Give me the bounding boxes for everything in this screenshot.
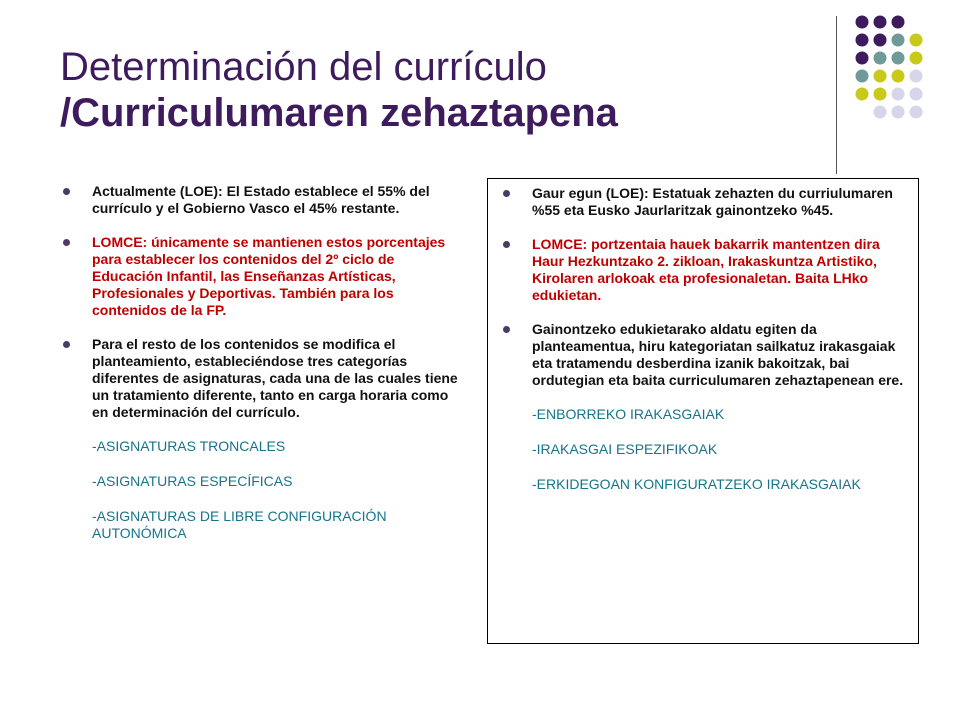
decorative-dot bbox=[874, 70, 887, 83]
decorative-dot bbox=[910, 70, 923, 83]
right-bullet-loe-text: Gaur egun (LOE): Estatuak zehazten du curriulumaren %55 eta Eusko Jaurlaritzak gainontzeko %45. bbox=[532, 185, 893, 218]
left-bullet-resto bbox=[60, 336, 466, 421]
right-bullet-lomce bbox=[500, 236, 910, 304]
decorative-dot bbox=[910, 52, 923, 65]
title-line-2: /Curriculumaren zehaztapena bbox=[60, 91, 618, 135]
decorative-dot bbox=[892, 88, 905, 101]
decorative-dot bbox=[856, 34, 869, 47]
title-line-1: Determinación del currículo bbox=[60, 45, 547, 89]
right-bullet-gainontzeko bbox=[500, 321, 910, 389]
decorative-dot bbox=[910, 106, 923, 119]
decorative-dot bbox=[856, 88, 869, 101]
decorative-dot bbox=[910, 34, 923, 47]
decorative-dot bbox=[892, 106, 905, 119]
decorative-dot bbox=[892, 34, 905, 47]
left-sub-libre: -ASIGNATURAS DE LIBRE CONFIGURACIÓN AUTONÓMICA bbox=[92, 508, 387, 541]
right-bullet-loe bbox=[500, 185, 910, 219]
left-bullet-lomce bbox=[60, 234, 466, 319]
left-bullet-resto-text: Para el resto de los contenidos se modifica el planteamiento, estableciéndose tres categorías diferentes de asignaturas, cada una de las cuales tiene un tratamiento diferente, tanto en carga horaria como en determinación del currículo. bbox=[92, 336, 458, 420]
bullet-icon bbox=[63, 188, 70, 195]
decorative-dot bbox=[874, 34, 887, 47]
left-bullet-loe bbox=[60, 183, 466, 217]
bullet-icon bbox=[503, 326, 510, 333]
left-sub-troncales: -ASIGNATURAS TRONCALES bbox=[92, 438, 286, 454]
decorative-dot bbox=[892, 16, 905, 29]
left-sub-especificas: -ASIGNATURAS ESPECÍFICAS bbox=[92, 473, 293, 489]
left-column bbox=[60, 183, 466, 560]
bullet-icon bbox=[63, 341, 70, 348]
right-sub-erkidegoan: -ERKIDEGOAN KONFIGURATZEKO IRAKASGAIAK bbox=[532, 476, 861, 492]
decorative-dot bbox=[910, 88, 923, 101]
right-sub-enborreko: -ENBORREKO IRAKASGAIAK bbox=[532, 406, 725, 422]
bullet-icon bbox=[503, 190, 510, 197]
decorative-dot bbox=[856, 52, 869, 65]
left-bullet-lomce-text: LOMCE: únicamente se mantienen estos porcentajes para establecer los contenidos del 2º ciclo de Educación Infantil, las Enseñanzas Artísticas, Profesionales y Deportivas. También para los contenidos de la FP. bbox=[92, 234, 446, 318]
decorative-dot-grid bbox=[0, 0, 960, 180]
bullet-icon bbox=[63, 239, 70, 246]
decorative-dot bbox=[874, 106, 887, 119]
right-column-box bbox=[487, 178, 919, 644]
bullet-icon bbox=[503, 241, 510, 248]
decorative-dot bbox=[874, 16, 887, 29]
decorative-dot bbox=[892, 70, 905, 83]
decorative-dot bbox=[874, 88, 887, 101]
decorative-dot bbox=[874, 52, 887, 65]
decorative-dot bbox=[856, 16, 869, 29]
right-sub-espezifikoak: -IRAKASGAI ESPEZIFIKOAK bbox=[532, 441, 718, 457]
decorative-dot bbox=[856, 70, 869, 83]
right-bullet-lomce-text: LOMCE: portzentaia hauek bakarrik mantentzen dira Haur Hezkuntzako 2. zikloan, Irakaskuntza Artistiko, Kirolaren arlokoak eta profesionaletan. Baita LHko edukietan. bbox=[532, 236, 880, 303]
right-bullet-gainontzeko-text: Gainontzeko edukietarako aldatu egiten da planteamentua, hiru kategoriatan sailkatuz irakasgaiak eta tratamendu desberdina izanik bakoitzak, bai ordutegian eta baita curriculumaren zehaztapenean ere. bbox=[532, 321, 904, 388]
left-bullet-loe-text: Actualmente (LOE): El Estado establece el 55% del currículo y el Gobierno Vasco el 45% restante. bbox=[92, 183, 430, 216]
decorative-dot bbox=[892, 52, 905, 65]
